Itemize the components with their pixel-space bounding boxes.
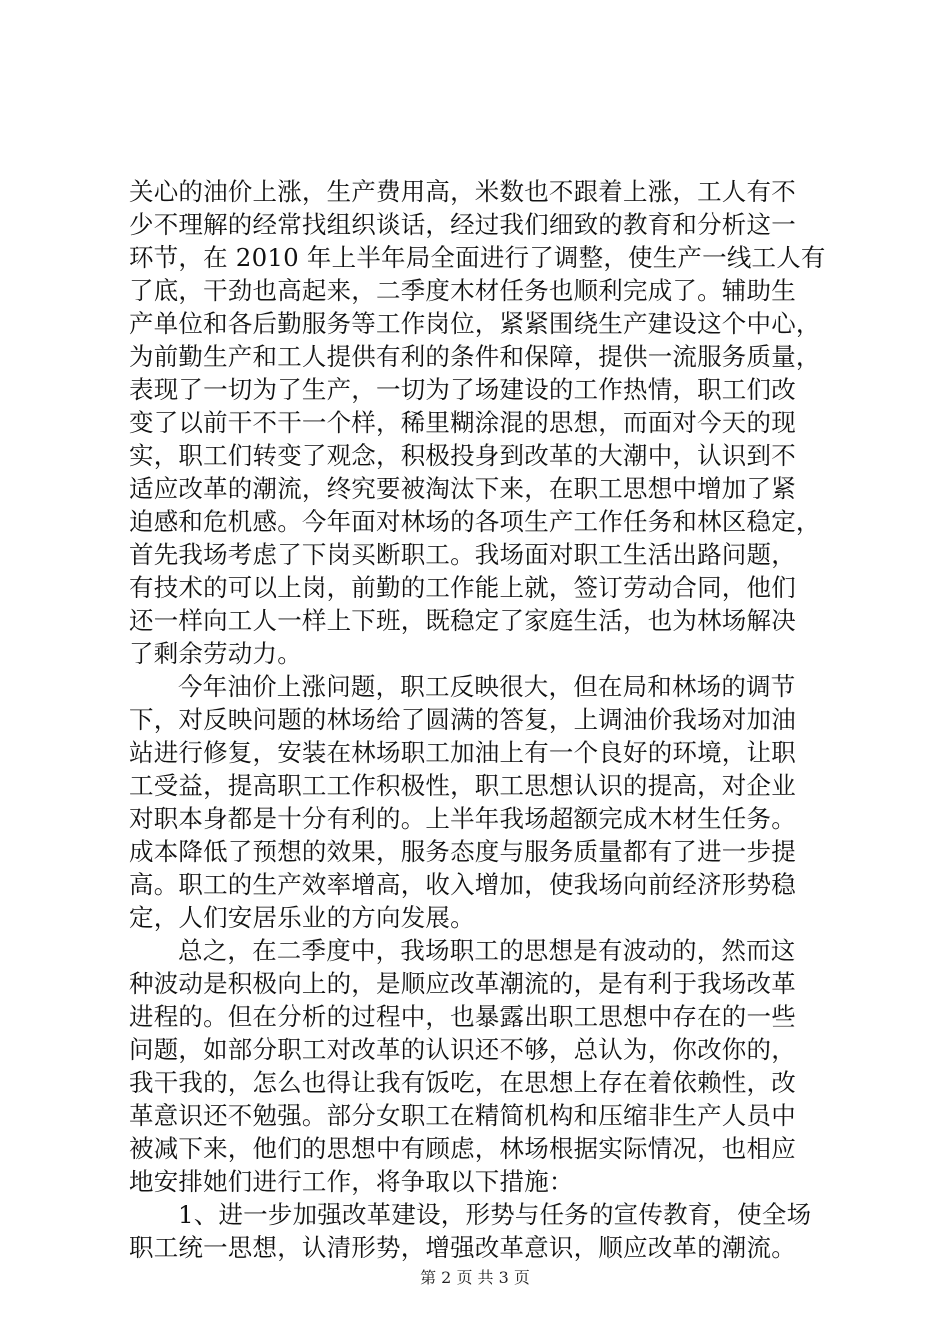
text-line: 少不理解的经常找组织谈话，经过我们细致的教育和分析这一	[129, 210, 796, 239]
text-line: 下，对反映问题的林场给了圆满的答复，上调油价我场对加油	[129, 705, 796, 734]
text-line: 为前勤生产和工人提供有利的条件和保障，提供一流服务质量，	[129, 342, 821, 371]
text-line: 适应改革的潮流，终究要被淘汰下来，在职工思想中增加了紧	[129, 474, 796, 503]
text-line: 种波动是积极向上的，是顺应改革潮流的，是有利于我场改革	[129, 969, 796, 998]
text-line: 问题，如部分职工对改革的认识还不够，总认为，你改你的，	[129, 1035, 796, 1064]
page-footer: 第 2 页 共 3 页	[420, 1268, 530, 1287]
text-line: 定，人们安居乐业的方向发展。	[129, 903, 475, 932]
text-line: 成本降低了预想的效果，服务态度与服务质量都有了进一步提	[129, 837, 796, 866]
text-line: 环节，在 2010 年上半年局全面进行了调整，使生产一线工人有	[129, 243, 826, 272]
text-line: 职工统一思想，认清形势，增强改革意识，顺应改革的潮流。	[129, 1233, 796, 1262]
list-item-first-line: 1、进一步加强改革建设，形势与任务的宣传教育，使全场	[178, 1200, 812, 1229]
text-line: 对职本身都是十分有利的。上半年我场超额完成木材生任务。	[129, 804, 796, 833]
text-line: 迫感和危机感。今年面对林场的各项生产工作任务和林区稳定，	[129, 507, 821, 536]
text-line: 实，职工们转变了观念，积极投身到改革的大潮中，认识到不	[129, 441, 796, 470]
text-line: 高。职工的生产效率增高，收入增加，使我场向前经济形势稳	[129, 870, 796, 899]
text-line: 关心的油价上涨，生产费用高，米数也不跟着上涨，工人有不	[129, 177, 796, 206]
text-line: 进程的。但在分析的过程中，也暴露出职工思想中存在的一些	[129, 1002, 796, 1031]
text-line: 表现了一切为了生产，一切为了场建设的工作热情，职工们改	[129, 375, 796, 404]
text-line: 变了以前干不干一个样，稀里糊涂混的思想，而面对今天的现	[129, 408, 796, 437]
text-line: 革意识还不勉强。部分女职工在精简机构和压缩非生产人员中	[129, 1101, 796, 1130]
text-line: 站进行修复，安装在林场职工加油上有一个良好的环境，让职	[129, 738, 796, 767]
text-line: 我干我的，怎么也得让我有饭吃，在思想上存在着依赖性，改	[129, 1068, 796, 1097]
text-line: 地安排她们进行工作，将争取以下措施：	[129, 1167, 574, 1196]
text-line: 产单位和各后勤服务等工作岗位，紧紧围绕生产建设这个中心，	[129, 309, 821, 338]
text-line: 被减下来，他们的思想中有顾虑，林场根据实际情况，也相应	[129, 1134, 796, 1163]
text-line: 还一样向工人一样上下班，既稳定了家庭生活，也为林场解决	[129, 606, 796, 635]
text-line: 首先我场考虑了下岗买断职工。我场面对职工生活出路问题，	[129, 540, 796, 569]
text-line: 工受益，提高职工工作积极性，职工思想认识的提高，对企业	[129, 771, 796, 800]
text-line: 有技术的可以上岗，前勤的工作能上就，签订劳动合同，他们	[129, 573, 796, 602]
text-line: 了剩余劳动力。	[129, 639, 302, 668]
text-line: 了底，干劲也高起来，二季度木材任务也顺利完成了。辅助生	[129, 276, 796, 305]
paragraph-first-line: 总之，在二季度中，我场职工的思想是有波动的，然而这	[178, 936, 796, 965]
paragraph-first-line: 今年油价上涨问题，职工反映很大，但在局和林场的调节	[178, 672, 796, 701]
